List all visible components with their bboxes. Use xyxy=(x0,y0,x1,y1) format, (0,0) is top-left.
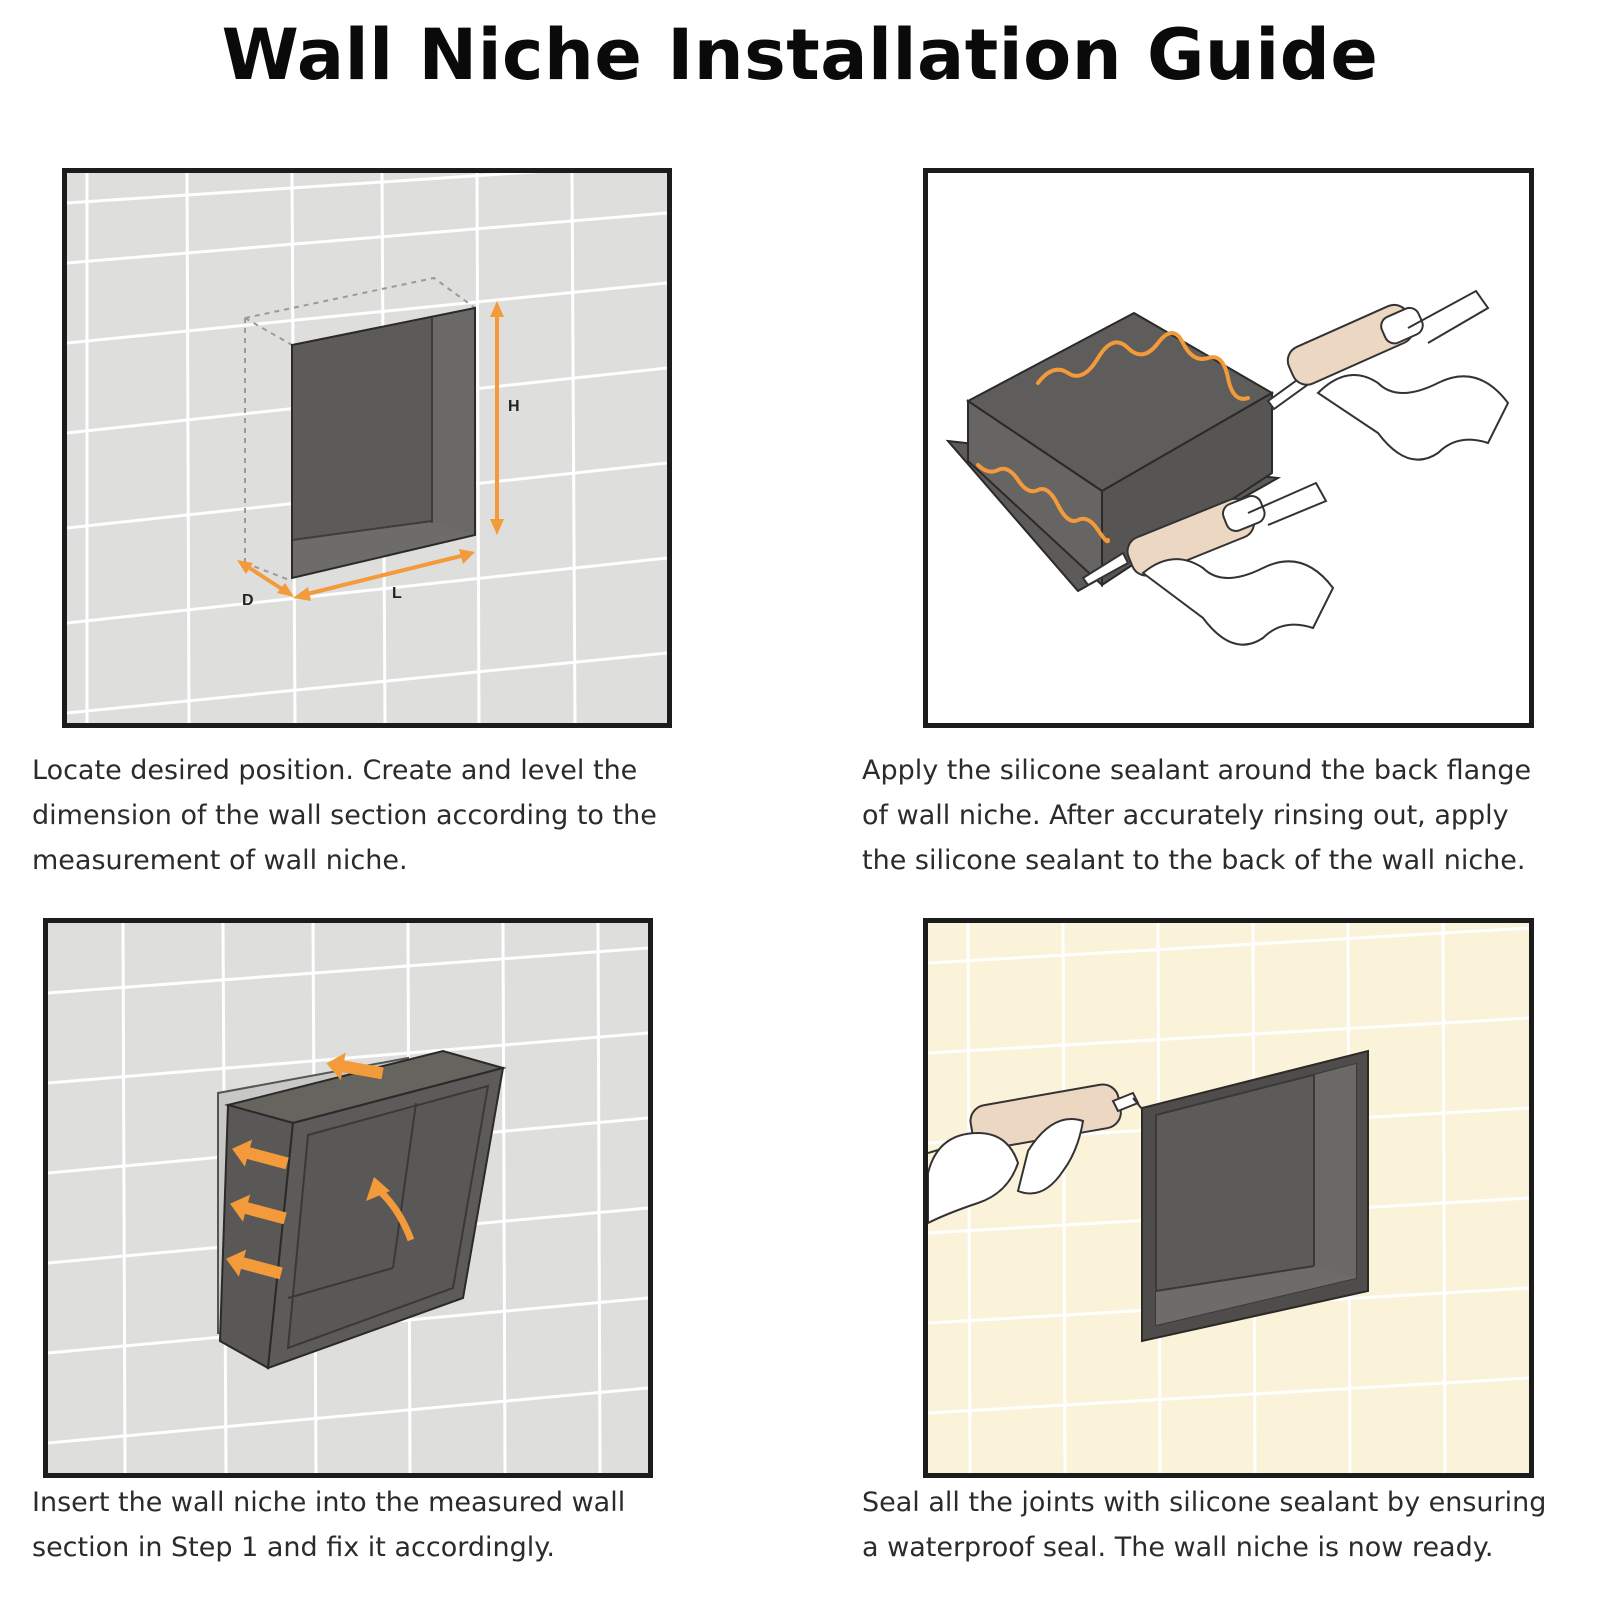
niche-box xyxy=(292,308,475,578)
step-1-svg xyxy=(67,173,667,723)
depth-label: D xyxy=(242,592,254,609)
height-label: H xyxy=(508,398,520,415)
step-1-caption: Locate desired position. Create and level the dimension of the wall section according to the measurement of wall niche. xyxy=(32,755,657,876)
step-3-svg xyxy=(48,923,648,1473)
step-4-caption: Seal all the joints with silicone sealant by ensuring a waterproof seal. The wall niche is now ready. xyxy=(862,1487,1547,1563)
step-2-svg xyxy=(928,173,1529,723)
step-1-illustration xyxy=(62,168,672,728)
length-label: L xyxy=(392,585,402,602)
step-3-illustration xyxy=(43,918,653,1478)
step-2-caption: Apply the silicone sealant around the back flange of wall niche. After accurately rinsing out, apply the silicone sealant to the back of the wall niche. xyxy=(862,755,1532,876)
step-4-illustration xyxy=(923,918,1534,1478)
step-2-illustration xyxy=(923,168,1534,728)
step-3-caption: Insert the wall niche into the measured wall section in Step 1 and fix it accordingly. xyxy=(32,1487,626,1563)
step-4-svg xyxy=(928,923,1529,1473)
page-title: Wall Niche Installation Guide xyxy=(221,14,1379,96)
